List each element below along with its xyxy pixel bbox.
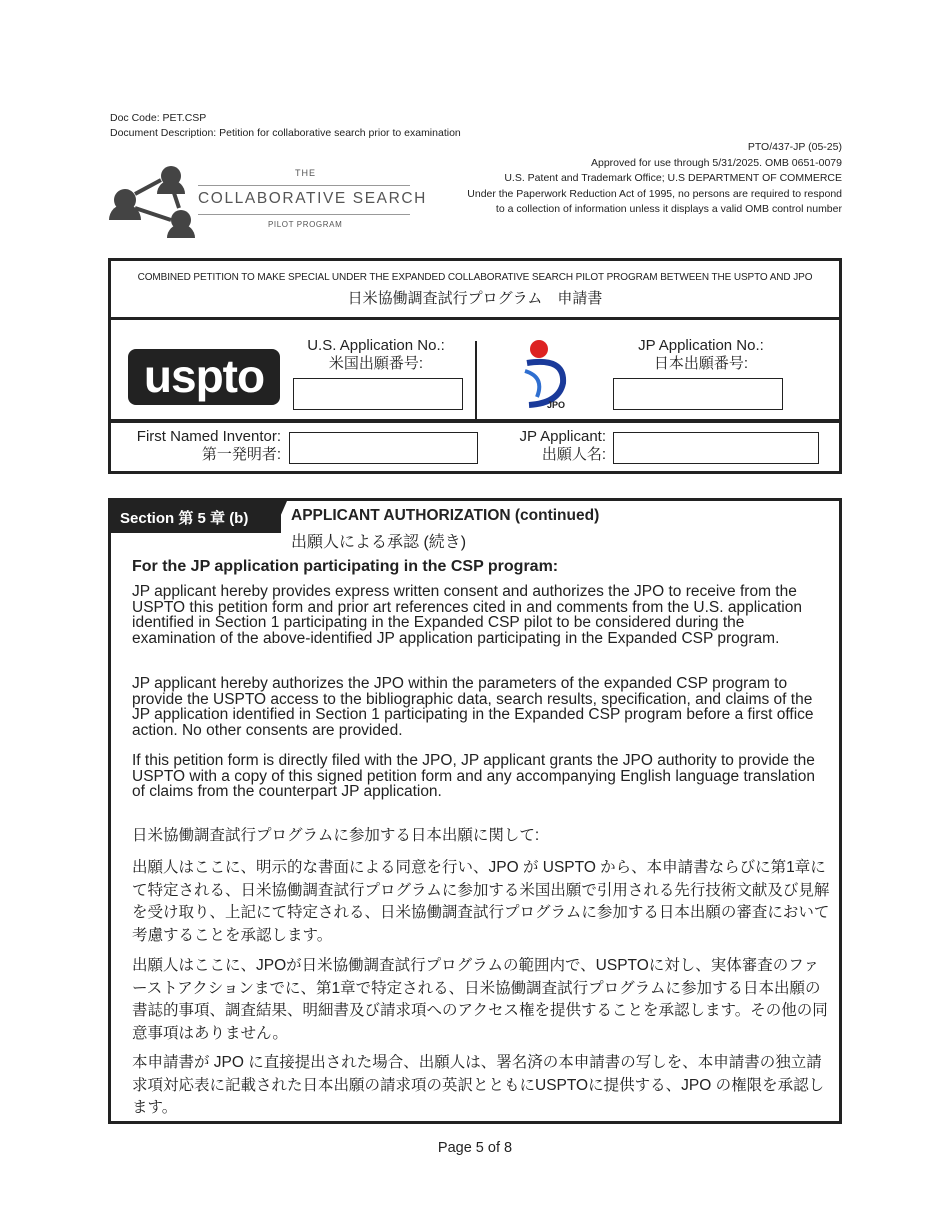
inventor-label-jp: 第一発明者: bbox=[201, 446, 281, 463]
jp-app-label-group bbox=[611, 337, 791, 373]
section-title-jp: 出願人による承認 (続き) bbox=[291, 534, 467, 551]
first-named-inventor-field[interactable] bbox=[289, 432, 478, 464]
logo-rule-bottom bbox=[198, 214, 410, 215]
jp-paragraph-access: 出願人はここに、JPOが日米協働調査試行プログラムの範囲内で、USPTOに対し、実体審査のファーストアクションまでに、第1章で特定される、日米協働調査試行プログラムに参加する日本出願の書誌的事項、調査結果、明細書及び請求項へのアクセス権を提供することを承認します。その他の同意事項はありません。 bbox=[132, 957, 828, 1042]
page-number: Page 5 of 8 bbox=[437, 1140, 513, 1156]
petition-header-box bbox=[108, 258, 842, 474]
section-title: APPLICANT AUTHORIZATION (continued) bbox=[291, 507, 600, 524]
pra-line-1: Under the Paperwork Reduction Act of 1995, no persons are required to respond bbox=[467, 187, 842, 200]
header-divider bbox=[475, 341, 477, 423]
jpo-logo-icon bbox=[511, 337, 581, 411]
uspto-logo-text: uspto bbox=[143, 350, 265, 402]
inventor-label-group bbox=[111, 428, 281, 464]
inventor-label: First Named Inventor: bbox=[136, 428, 281, 445]
section-subhead: For the JP application participating in the CSP program: bbox=[132, 558, 559, 575]
section-tab-label: Section 第 5 章 (b) bbox=[120, 510, 249, 527]
section-tab-slant bbox=[273, 501, 287, 533]
jp-applicant-label-jp: 出願人名: bbox=[541, 446, 606, 463]
jpo-logo-text: JPO bbox=[547, 400, 566, 410]
us-app-label-jp: 米国出願番号: bbox=[328, 355, 424, 372]
logo-rule-top bbox=[198, 185, 410, 186]
logo-pilot: PILOT PROGRAM bbox=[268, 220, 343, 229]
paragraph-consent: JP applicant hereby provides express written consent and authorizes the JPO to receive from the USPTO this petition form and prior art references cited in and comments from the U.S. application identified in Section 1 participating in the Expanded CSP pilot to be considered during the examination of the above-identified JP application participating in the Expanded CSP program. bbox=[132, 583, 802, 647]
omb-approval: Approved for use through 5/31/2025. OMB 0651-0079 bbox=[590, 156, 842, 169]
jp-applicant-label: JP Applicant: bbox=[519, 428, 606, 445]
jp-subhead: 日米協働調査試行プログラムに参加する日本出願に関して: bbox=[132, 827, 540, 844]
network-people-icon bbox=[105, 160, 205, 240]
combined-title: COMBINED PETITION TO MAKE SPECIAL UNDER THE EXPANDED COLLABORATIVE SEARCH PILOT PROGRAM BETWEEN THE USPTO AND JPO bbox=[137, 272, 813, 283]
jp-app-label: JP Application No.: bbox=[638, 337, 764, 354]
doc-code: Doc Code: PET.CSP bbox=[110, 112, 207, 124]
jp-title: 日米協働調査試行プログラム 申請書 bbox=[347, 290, 603, 307]
doc-description: Document Description: Petition for collaborative search prior to examination bbox=[110, 127, 461, 139]
jp-app-label-jp: 日本出願番号: bbox=[653, 355, 749, 372]
jp-applicant-field[interactable] bbox=[613, 432, 819, 464]
form-number: PTO/437-JP (05-25) bbox=[747, 141, 842, 153]
header-rule bbox=[111, 419, 839, 423]
pto-notice bbox=[412, 140, 842, 218]
logo-title: COLLABORATIVE SEARCH bbox=[198, 190, 427, 207]
petition-title-row bbox=[111, 261, 839, 320]
doc-meta bbox=[110, 111, 461, 141]
pra-line-2: to a collection of information unless it displays a valid OMB control number bbox=[495, 203, 842, 215]
section-5b-box bbox=[108, 498, 842, 1124]
us-app-label-group bbox=[291, 337, 461, 373]
logo-the: THE bbox=[295, 168, 316, 178]
section-tab bbox=[111, 501, 281, 533]
paragraph-access: JP applicant hereby authorizes the JPO within the parameters of the expanded CSP program to provide the USPTO access to the bibliographic data, search results, specification, and claims of the JP application identified in Section 1 participating in the Expanded CSP program before a first office action. No other consents are provided. bbox=[132, 675, 814, 739]
jp-paragraph-consent: 出願人はここに、明示的な書面による同意を行い、JPO が USPTO から、本申請書ならびに第1章にて特定される、日米協働調査試行プログラムに参加する米国出願で引用される先行技術文献及び見解を受け取り、上記にて特定される、日米協働調査試行プログラムに参加する日本出願の審査において考慮することを承認します。 bbox=[132, 859, 830, 944]
us-app-label: U.S. Application No.: bbox=[307, 337, 445, 354]
jp-applicant-label-group bbox=[491, 428, 606, 464]
paragraph-filing: If this petition form is directly filed with the JPO, JP applicant grants the JPO authority to provide the USPTO with a copy of this signed petition form and any accompanying English language translation of claims from the counterpart JP application. bbox=[132, 752, 815, 800]
jp-paragraph-filing: 本申請書が JPO に直接提出された場合、出願人は、署名済の本申請書の写しを、本申請書の独立請求項対応表に記載された日本出願の請求項の英訳とともにUSPTOに提供する、JPO の権限を承認します。 bbox=[132, 1054, 825, 1116]
jp-application-number-field[interactable] bbox=[613, 378, 783, 410]
uspto-logo bbox=[128, 349, 280, 405]
us-application-number-field[interactable] bbox=[293, 378, 463, 410]
agency-line: U.S. Patent and Trademark Office; U.S DEPARTMENT OF COMMERCE bbox=[504, 172, 842, 184]
